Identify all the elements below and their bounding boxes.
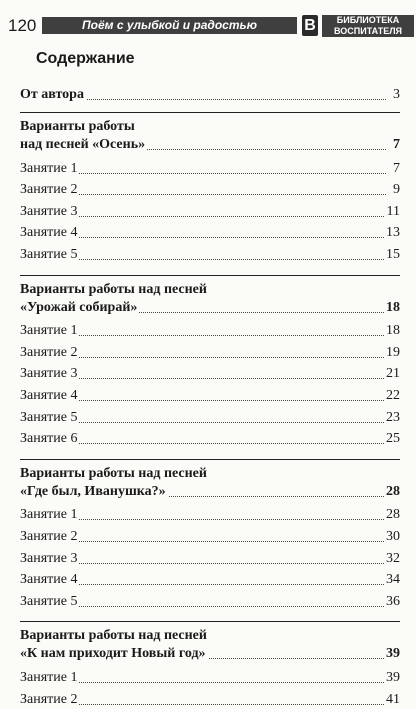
entry-label: Занятие 3 — [20, 550, 78, 566]
entry-label: От автора — [20, 87, 84, 102]
entry-page-number: 15 — [386, 247, 400, 262]
entry-page-number: 18 — [386, 299, 400, 315]
toc-lesson-entry — [20, 160, 400, 178]
section-divider — [20, 275, 400, 276]
entry-page-number: 25 — [386, 431, 400, 447]
toc-lesson-entry — [20, 203, 400, 221]
toc-lesson-entry — [20, 322, 400, 340]
entry-page-number: 19 — [386, 344, 400, 360]
entry-label: Занятие 3 — [20, 366, 78, 382]
entry-page-number: 11 — [386, 203, 400, 219]
entry-label: Занятие 3 — [20, 203, 78, 219]
entry-page-number: 21 — [386, 366, 400, 382]
page-header — [0, 14, 416, 40]
entry-label: Занятие 5 — [20, 409, 78, 425]
entry-page-number: 39 — [386, 646, 400, 662]
entry-label: Занятие 2 — [20, 529, 78, 544]
entry-label: Занятие 1 — [20, 507, 78, 523]
section-title: Варианты работы над песней — [20, 628, 207, 644]
section-title: Варианты работы — [20, 119, 135, 134]
entry-label: Занятие 1 — [20, 323, 78, 339]
toc-lesson-entry — [20, 571, 400, 589]
toc-lesson-entry — [20, 181, 400, 199]
entry-page-number: 36 — [386, 593, 400, 609]
toc-section-entry — [20, 645, 400, 663]
toc-lesson-entry — [20, 430, 400, 448]
series-name — [322, 15, 414, 37]
section-title: Варианты работы над песней — [20, 281, 207, 297]
entry-page-number: 13 — [386, 225, 400, 241]
entry-label: «К нам приходит Новый год» — [20, 646, 206, 662]
toc-entry-author — [20, 86, 400, 104]
toc-section-entry — [20, 483, 400, 501]
toc-section-entry — [20, 136, 400, 154]
entry-page-number: 32 — [386, 550, 400, 566]
entry-page-number: 3 — [393, 87, 400, 102]
entry-label: Занятие 6 — [20, 431, 78, 447]
entry-page-number: 22 — [386, 388, 400, 403]
entry-label: Занятие 5 — [20, 593, 78, 609]
toc-lesson-entry — [20, 409, 400, 427]
entry-label: Занятие 4 — [20, 388, 78, 403]
section-title: Варианты работы над песней — [20, 465, 207, 481]
toc-lesson-entry — [20, 365, 400, 383]
entry-label: Занятие 1 — [20, 670, 78, 685]
entry-label: Занятие 5 — [20, 247, 78, 262]
section-divider — [20, 459, 400, 460]
toc-lesson-entry — [20, 246, 400, 264]
section-divider — [20, 112, 400, 113]
entry-label: Занятие 1 — [20, 160, 78, 176]
toc-lesson-entry — [20, 224, 400, 242]
toc-title: Содержание — [36, 50, 135, 67]
series-letter-icon: В — [302, 15, 318, 36]
toc-lesson-entry — [20, 387, 400, 405]
entry-label: Занятие 2 — [20, 691, 78, 707]
toc-lesson-entry — [20, 344, 400, 362]
running-title: Поём с улыбкой и радостью — [42, 17, 297, 34]
entry-label: «Где был, Иванушка?» — [20, 483, 166, 499]
toc-lesson-entry — [20, 593, 400, 611]
entry-page-number: 41 — [386, 691, 400, 707]
entry-page-number: 28 — [386, 507, 400, 523]
entry-label: над песней «Осень» — [20, 137, 146, 152]
series-name-line1: БИБЛИОТЕКА — [336, 15, 400, 25]
entry-label: Занятие 4 — [20, 225, 78, 241]
entry-page-number: 18 — [386, 323, 400, 339]
entry-page-number: 39 — [386, 670, 400, 685]
toc-lesson-entry — [20, 669, 400, 687]
entry-page-number: 30 — [386, 529, 400, 544]
entry-label: «Урожай собирай» — [20, 299, 138, 315]
entry-page-number: 34 — [386, 572, 400, 588]
entry-page-number: 9 — [393, 182, 400, 198]
entry-page-number: 23 — [386, 409, 400, 425]
entry-page-number: 28 — [386, 483, 400, 499]
entry-page-number: 7 — [393, 137, 400, 152]
entry-page-number: 7 — [393, 160, 400, 176]
toc-lesson-entry — [20, 528, 400, 546]
series-name-line2: ВОСПИТАТЕЛЯ — [334, 26, 402, 36]
series-logo — [302, 14, 414, 38]
toc-section-entry — [20, 299, 400, 317]
page-number: 120 — [8, 16, 37, 35]
section-divider — [20, 621, 400, 622]
toc-lesson-entry — [20, 506, 400, 524]
toc-lesson-entry — [20, 550, 400, 568]
toc-lesson-entry — [20, 691, 400, 709]
entry-label: Занятие 2 — [20, 182, 78, 198]
entry-label: Занятие 4 — [20, 572, 78, 588]
entry-label: Занятие 2 — [20, 344, 78, 360]
